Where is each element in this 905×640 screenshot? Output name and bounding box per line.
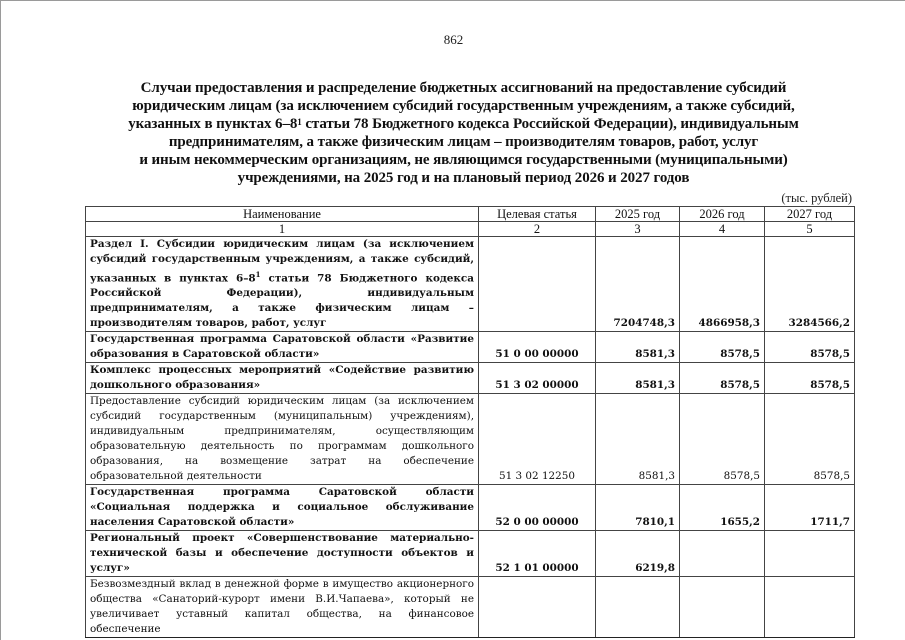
row-code <box>479 237 596 332</box>
column-number: 5 <box>765 222 855 237</box>
title-line: и иным некоммерческим организациям, не являющимся государственными (муниципальными) <box>139 152 788 168</box>
row-2026: 8578,5 <box>680 332 765 363</box>
row-2026: 8578,5 <box>680 363 765 394</box>
header-name: Наименование <box>86 207 479 222</box>
row-code: 51 3 02 00000 <box>479 363 596 394</box>
row-2025: 7204748,3 <box>596 237 680 332</box>
row-name: Государственная программа Саратовской области «Социальная поддержка и социальное обслуживание населения Саратовской области» <box>86 485 479 531</box>
column-number: 2 <box>479 222 596 237</box>
budget-table <box>85 206 855 638</box>
row-name <box>86 237 479 332</box>
row-2026: 1655,2 <box>680 485 765 531</box>
footnote-superscript: 1 <box>297 117 302 127</box>
document-title <box>101 79 826 187</box>
header-2026: 2026 год <box>680 207 765 222</box>
row-2026 <box>680 531 765 577</box>
header-target-article: Целевая статья <box>479 207 596 222</box>
row-name: Региональный проект «Совершенствование материально-технической базы и обеспечение доступности объектов и услуг» <box>86 531 479 577</box>
row-code: 51 0 00 00000 <box>479 332 596 363</box>
row-2027: 3284566,2 <box>765 237 855 332</box>
row-name: Государственная программа Саратовской области «Развитие образования в Саратовской области» <box>86 332 479 363</box>
row-2025: 7810,1 <box>596 485 680 531</box>
title-line: предпринимателям, а также физическим лицам – производителям товаров, работ, услуг <box>168 134 759 150</box>
table-row <box>86 363 855 394</box>
row-2026 <box>680 577 765 638</box>
row-code: 52 0 00 00000 <box>479 485 596 531</box>
row-2027: 8578,5 <box>765 394 855 485</box>
row-name: Предоставление субсидий юридическим лицам (за исключением субсидий государственным (муниципальным) учреждениям), индивидуальным предпринимателям, осуществляющим образовательную деятельность по программам дошкольного образования, на возмещение затрат на обеспечение образовательной деятельности <box>86 394 479 485</box>
row-code: 52 1 01 00000 <box>479 531 596 577</box>
title-line: Случаи предоставления и распределение бюджетных ассигнований на предоставление субсидий <box>140 80 787 96</box>
row-2027: 8578,5 <box>765 332 855 363</box>
title-line: учреждениями, на 2025 год и на плановый период 2026 и 2027 годов <box>237 170 690 186</box>
column-number: 1 <box>86 222 479 237</box>
row-name-text: Раздел I. Субсидии юридическим лицам (за исключением субсидий государственным учреждениям, а также субсидий, указанных в пунктах 6–8 <box>90 238 474 285</box>
table-row <box>86 237 855 332</box>
column-number: 3 <box>596 222 680 237</box>
row-2025: 6219,8 <box>596 531 680 577</box>
table-row <box>86 531 855 577</box>
row-2027: 8578,5 <box>765 363 855 394</box>
table-row <box>86 332 855 363</box>
column-number: 4 <box>680 222 765 237</box>
row-code <box>479 577 596 638</box>
column-number-row <box>86 222 855 237</box>
row-2025: 8581,3 <box>596 363 680 394</box>
row-2025: 8581,3 <box>596 394 680 485</box>
row-2025: 8581,3 <box>596 332 680 363</box>
row-2026: 8578,5 <box>680 394 765 485</box>
table-header-row <box>86 207 855 222</box>
row-name: Комплекс процессных мероприятий «Содействие развитию дошкольного образования» <box>86 363 479 394</box>
row-name: Безвозмездный вклад в денежной форме в имущество акционерного общества «Санаторий-курорт имени В.И.Чапаева», который не увеличивает уставный капитал общества, на финансовое обеспечение <box>86 577 479 638</box>
header-2025: 2025 год <box>596 207 680 222</box>
row-code: 51 3 02 12250 <box>479 394 596 485</box>
table-row <box>86 394 855 485</box>
row-2026: 4866958,3 <box>680 237 765 332</box>
row-name-text: статьи 78 Бюджетного кодекса Российской Федерации), индивидуальным предпринимателям, а также физическим лицам – производителям товаров, работ, услуг <box>90 272 474 330</box>
title-line: указанных в пунктах 6–8 <box>128 116 298 132</box>
header-2027: 2027 год <box>765 207 855 222</box>
units-label: (тыс. рублей) <box>781 191 852 205</box>
row-2027 <box>765 531 855 577</box>
row-2025 <box>596 577 680 638</box>
footnote-superscript: 1 <box>255 270 261 279</box>
title-line: статьи 78 Бюджетного кодекса Российской Федерации), индивидуальным <box>301 116 799 132</box>
row-2027 <box>765 577 855 638</box>
row-2027: 1711,7 <box>765 485 855 531</box>
title-line: юридическим лицам (за исключением субсидий государственным учреждениям, а также субсидий, <box>132 98 795 114</box>
table-row <box>86 577 855 638</box>
page-number: 862 <box>443 32 464 47</box>
table-row <box>86 485 855 531</box>
